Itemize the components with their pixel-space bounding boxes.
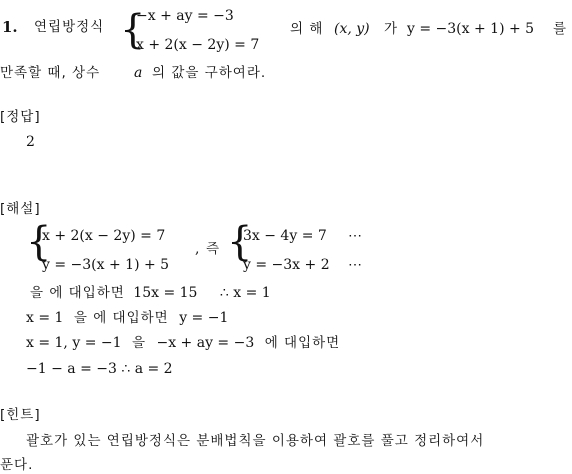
problem-number: 1. [2,18,18,36]
problem-text-2: 가 [384,21,399,37]
problem-intro: 연립방정식 [34,19,105,35]
solution-right-eq-1: 3x − 4y = 7 [243,228,327,244]
problem-condition: y = −3(x + 1) + 5 [407,21,535,37]
problem-line2-a: 만족할 때, 상수 [0,65,101,81]
problem-const: a [134,65,143,81]
problem-text-3: 를 [553,21,568,37]
solution-right-eq-2: y = −3x + 2 [243,257,330,273]
solution-line-4: −1 − a = −3 ∴ a = 2 [26,361,173,377]
problem-pair: (x, y) [334,21,370,37]
problem-brace: { [120,7,146,53]
answer-header: [정답] [0,109,41,125]
problem-text-1: 의 해 [290,21,324,37]
hint-line-1: 괄호가 있는 연립방정식은 분배법칙을 이용하여 괄호를 풀고 정리하여서 [26,433,485,449]
system-eq-2: x + 2(x − 2y) = 7 [136,37,260,53]
solution-right-brace: { [227,219,253,265]
solution-right-dots-2: ⋯ [348,257,363,273]
solution-line-2: x = 1 을 에 대입하면 y = −1 [26,310,229,326]
solution-header: [해설] [0,201,41,217]
solution-comma: , [195,241,200,257]
solution-left-eq-2: y = −3(x + 1) + 5 [42,257,170,273]
hint-line-2: 푼다. [0,457,34,473]
answer-value: 2 [26,134,35,150]
solution-line-3: x = 1, y = −1 을 −x + ay = −3 에 대입하면 [26,335,341,351]
problem-line2-b: 의 값을 구하여라. [152,65,267,81]
solution-line-1: 을 에 대입하면 15x = 15 ∴ x = 1 [30,285,271,301]
solution-left-brace: { [26,219,52,265]
solution-right-dots-1: ⋯ [348,228,363,244]
solution-jeuk: 즉 [206,241,221,257]
system-eq-1: −x + ay = −3 [136,8,234,24]
solution-left-eq-1: x + 2(x − 2y) = 7 [42,228,166,244]
hint-header: [힌트] [0,407,41,423]
